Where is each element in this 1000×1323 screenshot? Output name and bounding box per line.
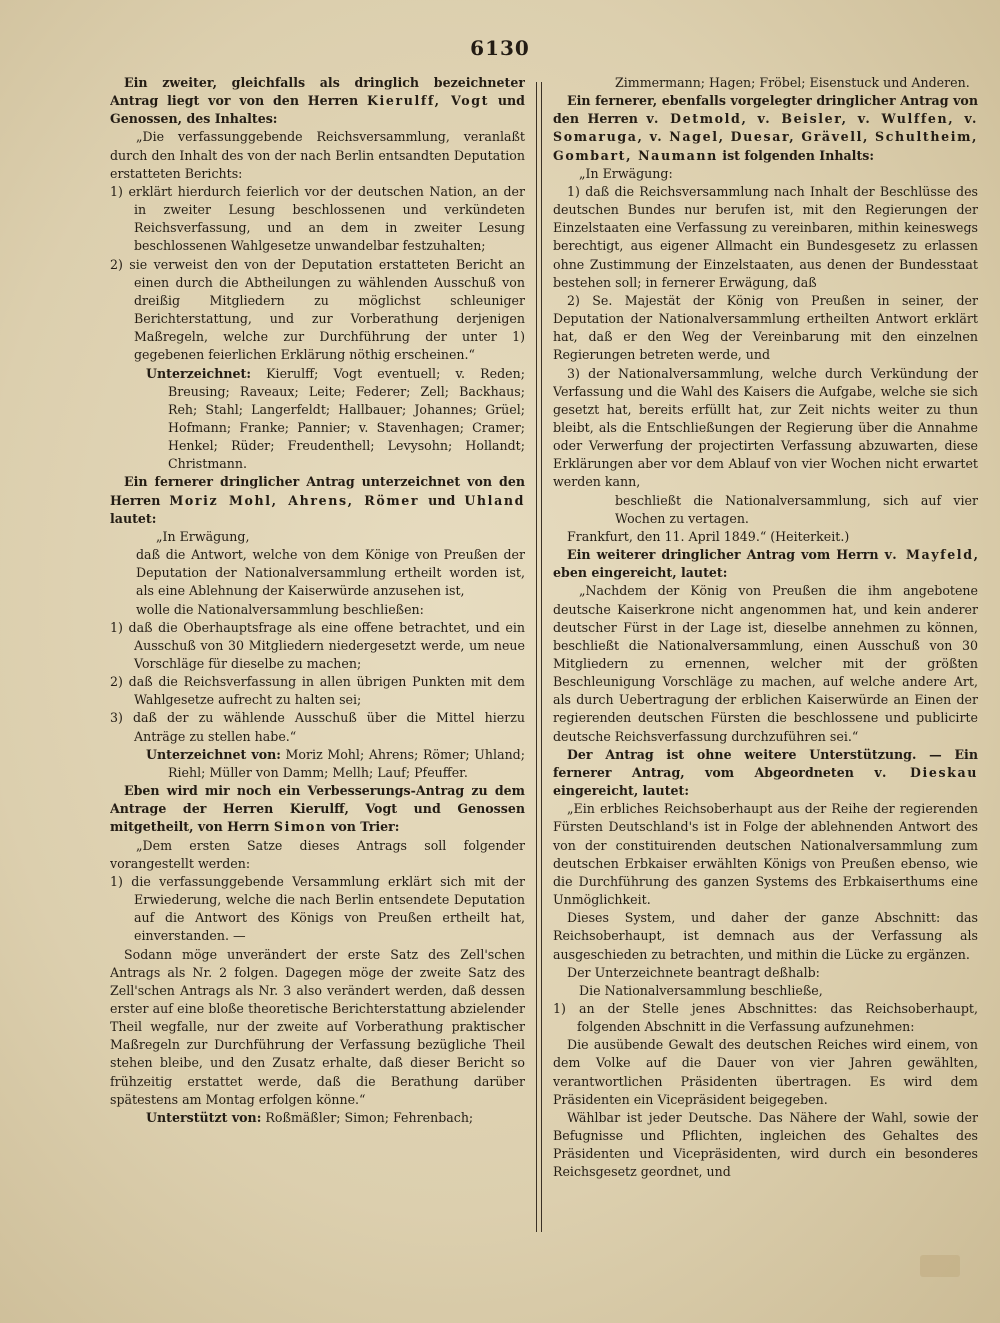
- text-run: 1) die verfassunggebende Versammlung erklärt sich mit der Erwiederung, welche die nach Berlin entsendete Deputation auf die Antwort des Königs von Preußen ertheilt hat, einverstanden. —: [110, 873, 525, 944]
- text-run: Ein fernerer dringlicher Antrag unterzeichnet von den Herren: [110, 474, 525, 508]
- text-run: 2) sie verweist den von der Deputation erstatteten Bericht an einen durch die Abtheilungen zu wählenden Ausschuß von dreißig Mitgliedern zu möglichst schleuniger Berichterstattung, und zur Vorberathung derjenigen Maßregeln, welche zur Durchführung der unter 1) gegebenen feierlichen Erklärung nöthig erscheinen.“: [110, 256, 525, 363]
- motion-dieskau-intro: [553, 746, 978, 800]
- text-run: „In Erwägung:: [579, 165, 673, 181]
- text-run: Die ausübende Gewalt des deutschen Reiches wird einem, von dem Volke auf die Dauer von vier Jahren gewählten, verantwortlichen Präsidenten übertragen. Es wird dem Präsidenten ein Vicepräsident beigegeben.: [553, 1037, 978, 1107]
- text-run: 1) an der Stelle jenes Abschnittes: das Reichsoberhaupt, folgenden Abschnitt in die Verfassung aufzunehmen:: [553, 1000, 978, 1035]
- text-run: wolle die Nationalversammlung beschließen:: [136, 601, 424, 617]
- motion-mohl-signers: [110, 746, 525, 782]
- text-run: Eben wird mir noch ein Verbesserungs-Antrag zu dem Antrage der Herren Kierulff, Vogt und Genossen mitgetheilt, von Herrn: [110, 783, 525, 835]
- motion-kierulff-intro: [110, 74, 525, 128]
- text-run: , eben eingereicht, lautet:: [553, 547, 978, 581]
- text-run: v. Detmold, v. Beisler, v. Wulffen, v. Somaruga, v. Nagel, Duesar, Grävell, Schultheim, Gombart, Naumann: [553, 111, 978, 163]
- motion-mohl-point-3: [110, 709, 525, 745]
- text-run: „Die verfassunggebende Reichsversammlung, veranlaßt durch den Inhalt des von der nach Berlin entsandten Deputation erstatteten Berichts:: [110, 129, 525, 181]
- amendment-simon-supporters: [110, 1109, 525, 1127]
- text-run: Dieses System, und daher der ganze Abschnitt: das Reichsoberhaupt, ist demnach aus der Verfassung als ausgeschieden zu betrachten, und mithin die Lücke zu ergänzen.: [553, 910, 978, 962]
- motion-mayfeld-text: [553, 582, 978, 745]
- motion-mohl-consideration: [110, 528, 525, 546]
- text-run: Frankfurt, den 11. April 1849.“ (Heiterkeit.): [567, 528, 850, 544]
- amendment-simon-intro: [110, 782, 525, 836]
- motion-dieskau-eligibility: [553, 1109, 978, 1182]
- text-run: 3) daß der zu wählende Ausschuß über die Mittel hierzu Anträge zu stellen habe.“: [110, 710, 525, 744]
- text-run: 1) daß die Reichsversammlung nach Inhalt der Beschlüsse des deutschen Bundes nur berufen ist, mit den Regierungen der Einzelstaaten eine Verfassung zu vereinbaren, mithin keineswegs berechtigt, aus eigener Allmacht ein Bundesgesetz zu erlassen ohne Zustimmung der Einzelstaaten, aus denen der Bundesstaat bestehen soll; in fernerer Erwägung, daß: [553, 183, 978, 290]
- motion-kierulff-point-2: [110, 256, 525, 365]
- motion-detmold-resolution: [553, 492, 978, 528]
- supporters-continued: [553, 74, 978, 92]
- text-run: und: [419, 492, 465, 508]
- motion-dieskau-text: [553, 800, 978, 909]
- text-run: 2) daß die Reichsverfassung in allen übrigen Punkten mit dem Wahlgesetze aufrecht zu halten sei;: [110, 674, 525, 708]
- motion-kierulff-preamble: [110, 128, 525, 182]
- motion-detmold-date: [553, 528, 978, 546]
- motion-kierulff-point-1: [110, 183, 525, 256]
- amendment-simon-preamble: [110, 837, 525, 873]
- motion-mohl-point-1: [110, 619, 525, 673]
- scan-stain: [920, 1255, 960, 1277]
- motion-kierulff-signers: [110, 365, 525, 474]
- text-run: Ein fernerer, ebenfalls vorgelegter dringlicher Antrag von den Herren: [553, 93, 978, 127]
- motion-dieskau-executive: [553, 1036, 978, 1109]
- text-run: Zimmermann; Hagen; Fröbel; Eisenstuck und Anderen.: [615, 75, 970, 90]
- text-run: Sodann möge unverändert der erste Satz des Zell'schen Antrags als Nr. 2 folgen. Dagegen möge der zweite Satz des Zell'schen Antrags als Nr. 3 also verändert werden, daß dessen erster auf eine bloße theoretische Berichterstattung abzielender Theil wegfalle, nur der zweite auf Vorberathung praktischer Maßregeln zur Durchführung der Verfassung bezügliche Theil stehen bleibe, und den Zusatz erhalte, daß dieser Bericht so frühzeitig erstattet werde, daß die Berathung darüber spätestens am Montag erfolgen könne.“: [110, 946, 525, 1107]
- text-run: „In Erwägung,: [156, 528, 250, 544]
- text-run: Ein weiterer dringlicher Antrag vom Herrn: [567, 547, 885, 563]
- text-run: Der Unterzeichnete beantragt deßhalb:: [567, 964, 820, 980]
- text-run: und Genossen, des Inhaltes:: [110, 93, 525, 127]
- text-run: Der Antrag ist ohne weitere Unterstützung. — Ein fernerer Antrag, vom Abgeordneten: [553, 746, 978, 780]
- text-run: von Trier:: [326, 819, 400, 835]
- text-run: eingereicht, lautet:: [553, 783, 690, 799]
- motion-detmold-point-3: [553, 365, 978, 492]
- text-run: Unterzeichnet:: [146, 365, 252, 381]
- text-run: 1) erklärt hierdurch feierlich vor der deutschen Nation, an der in zweiter Lesung beschlossenen und verkündeten Reichsverfassung, und an dem in zweiter Lesung beschlossenen Wahlgesetze unwandelbar festzuhalten;: [110, 183, 525, 254]
- text-run: Simon: [273, 819, 327, 835]
- text-run: „Ein erbliches Reichsoberhaupt aus der Reihe der regierenden Fürsten Deutschland's ist in Folge der ablehnenden Antwort des von der constituirenden deutschen Nationalversammlung zum deutschen Erbkaiser erwählten Königs von Preußen ebenso, wie die Durchführung des ganzen Systems des Erbkaiserthums eine Unmöglichkeit.: [553, 801, 978, 908]
- text-run: lautet:: [110, 510, 157, 526]
- motion-mohl-resolution: [110, 601, 525, 619]
- text-run: Die Nationalversammlung beschließe,: [579, 982, 823, 998]
- text-run: beschließt die Nationalversammlung, sich auf vier Wochen zu vertagen.: [615, 492, 978, 526]
- motion-dieskau-resolution: [553, 982, 978, 1000]
- text-run: Kierulff, Vogt: [366, 93, 490, 109]
- motion-dieskau-request: [553, 964, 978, 982]
- text-run: 3) der Nationalversammlung, welche durch Verkündung der Verfassung und die Wahl des Kaisers die Aufgabe, welche sie sich gesetzt hat, bereits erfüllt hat, zur Zeit nichts weiter zu thun bleibt, als die Entschließungen der Regierung über die Annahme oder Verwerfung der projectirten Verfassung abzuwarten, diese Erklärungen aber vor dem Ablauf von vier Wochen nicht erwartet werden kann,: [553, 365, 978, 490]
- text-run: v. Mayfeld: [884, 547, 974, 563]
- text-run: 1) daß die Oberhauptsfrage als eine offene betrachtet, und ein Ausschuß von 30 Mitgliedern niedergesetzt werde, um neue Vorschläge für dieselbe zu machen;: [110, 619, 525, 671]
- amendment-simon-point-1: [110, 873, 525, 946]
- text-run: „Dem ersten Satze dieses Antrags soll folgender vorangestellt werden:: [110, 837, 525, 871]
- page-number: 6130: [470, 36, 530, 60]
- text-run: v. Dieskau: [874, 764, 978, 780]
- text-run: Unterzeichnet von:: [146, 746, 281, 762]
- text-run: Kierulff; Vogt eventuell; v. Reden; Breusing; Raveaux; Leite; Federer; Zell; Backhaus; Reh; Stahl; Langerfeldt; Hallbauer; Johannes; Grüel; Hofmann; Franke; Pannier; v. Stavenhagen; Cramer; Henkel; Rüder; Freudenthell; Levysohn; Hollandt; Christmann.: [168, 365, 525, 472]
- motion-detmold-point-2: [553, 292, 978, 365]
- text-run: Unterstützt von:: [146, 1109, 262, 1125]
- motion-detmold-intro: [553, 92, 978, 165]
- text-run: Roßmäßler; Simon; Fehrenbach;: [261, 1109, 474, 1125]
- right-column: [553, 74, 978, 1244]
- text-run: Uhland: [464, 492, 525, 508]
- text-run: Moriz Mohl, Ahrens, Römer: [169, 492, 420, 508]
- motion-mohl-reason: [110, 546, 525, 600]
- text-run: ist folgenden Inhalts:: [717, 147, 875, 163]
- text-run: Moriz Mohl; Ahrens; Römer; Uhland; Riehl; Müller von Damm; Mellh; Lauf; Pfeuffer.: [168, 746, 525, 780]
- left-column: [110, 74, 525, 1234]
- motion-dieskau-point-1: [553, 1000, 978, 1036]
- column-divider: [536, 82, 542, 1232]
- motion-mohl-intro: [110, 473, 525, 527]
- motion-detmold-consideration: [553, 165, 978, 183]
- text-run: daß die Antwort, welche von dem Könige von Preußen der Deputation der Nationalversammlung ertheilt worden ist, als eine Ablehnung der Kaiserwürde anzusehen ist,: [136, 547, 525, 599]
- motion-mayfeld-intro: [553, 546, 978, 582]
- text-run: „Nachdem der König von Preußen die ihm angebotene deutsche Kaiserkrone nicht angenommen hat, und kein anderer deutscher Fürst in der Lage ist, dieselbe annehmen zu können, beschließt die Nationalversammlung, einen Ausschuß von 30 Mitgliedern zu ernennen, welcher mit der größten Beschleunigung Vorschläge zu machen, auf welche andere Art, als durch Uebertragung der erblichen Kaiserwürde an Einen der regierenden deutschen Fürsten die beschlossene und publicirte deutsche Reichsverfassung durchzuführen sei.“: [553, 583, 978, 744]
- motion-detmold-point-1: [553, 183, 978, 292]
- text-run: Ein zweiter, gleichfalls als dringlich bezeichneter Antrag liegt vor von den Herren: [110, 75, 525, 109]
- motion-dieskau-system: [553, 909, 978, 963]
- motion-mohl-point-2: [110, 673, 525, 709]
- amendment-simon-body: [110, 946, 525, 1109]
- text-run: Wählbar ist jeder Deutsche. Das Nähere der Wahl, sowie der Befugnisse und Pflichten, ingleichen des Gehaltes des Präsidenten und Vicepräsidenten, wird durch ein besonderes Reichsgesetz geordnet, und: [553, 1109, 978, 1180]
- text-run: 2) Se. Majestät der König von Preußen in seiner, der Deputation der Nationalversammlung ertheilten Antwort erklärt hat, daß er den Weg der Vereinbarung mit den einzelnen Regierungen betreten werde, und: [553, 292, 978, 363]
